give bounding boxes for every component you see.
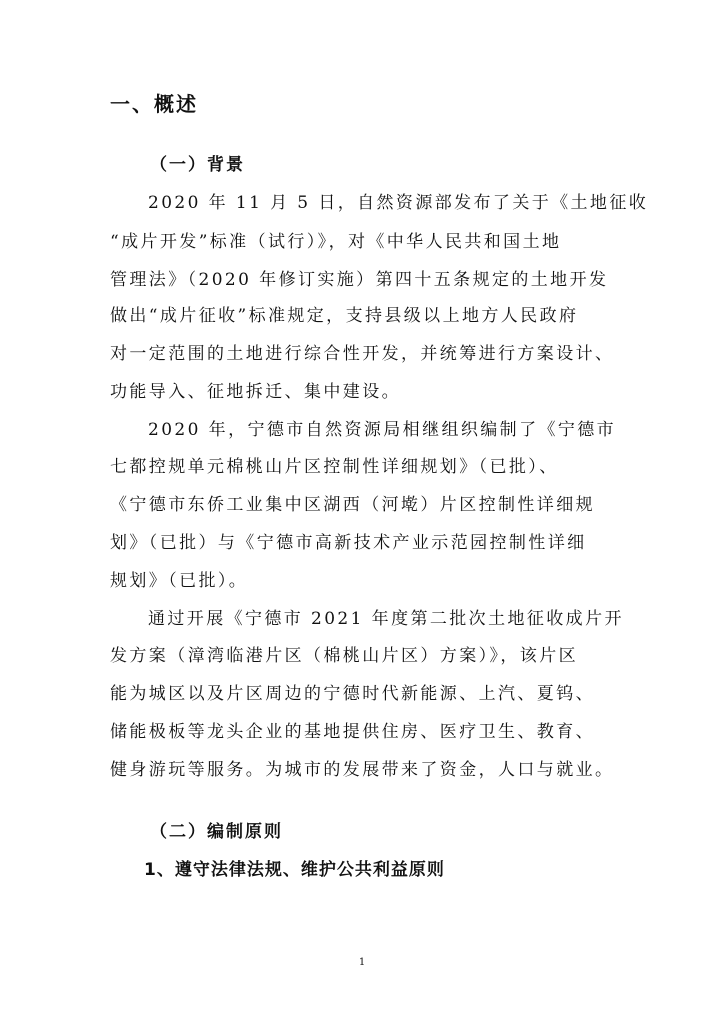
paragraph-line: 规划》（已批）。 (110, 571, 249, 591)
paragraph-line: 七都控规单元棉桃山片区控制性详细规划》（已批）、 (110, 457, 559, 477)
paragraph-line: 管理法》（2020 年修订实施）第四十五条规定的土地开发 (110, 270, 609, 290)
paragraph-line: 储能极板等龙头企业的基地提供住房、医疗卫生、教育、 (110, 722, 595, 742)
paragraph-line: 《宁德市东侨工业集中区湖西（河墘）片区控制性详细规 (110, 495, 595, 515)
section-heading-background: （一）背景 (150, 155, 245, 175)
page-number: 1 (358, 957, 366, 968)
paragraph-line: 划》（已批）与《宁德市高新技术产业示范园控制性详细 (110, 533, 587, 553)
chapter-heading: 一、概述 (110, 92, 198, 116)
paragraph-line: 能为城区以及片区周边的宁德时代新能源、上汽、夏钨、 (110, 684, 595, 704)
paragraph-line: 2020 年 11 月 5 日，自然资源部发布了关于《土地征收 (148, 193, 649, 213)
paragraph-line: 发方案（漳湾临港片区（棉桃山片区）方案）》，该片区 (110, 646, 578, 666)
paragraph-line: 2020 年，宁德市自然资源局相继组织编制了《宁德市 (148, 420, 617, 440)
paragraph-line: 做出“成片征收”标准规定，支持县级以上地方人民政府 (110, 306, 579, 326)
paragraph-line: 健身游玩等服务。为城市的发展带来了资金，人口与就业。 (110, 760, 615, 780)
section-heading-principles: （二）编制原则 (150, 822, 283, 842)
subsection-heading: 1、遵守法律法规、维护公共利益原则 (144, 860, 445, 880)
paragraph-line: “成片开发”标准（试行）》，对《中华人民共和国土地 (110, 232, 562, 252)
paragraph-line: 功能导入、征地拆迁、集中建设。 (110, 382, 401, 402)
paragraph-line: 对一定范围的土地进行综合性开发，并统筹进行方案设计、 (110, 344, 615, 364)
paragraph-line: 通过开展《宁德市 2021 年度第二批次土地征收成片开 (148, 609, 624, 629)
